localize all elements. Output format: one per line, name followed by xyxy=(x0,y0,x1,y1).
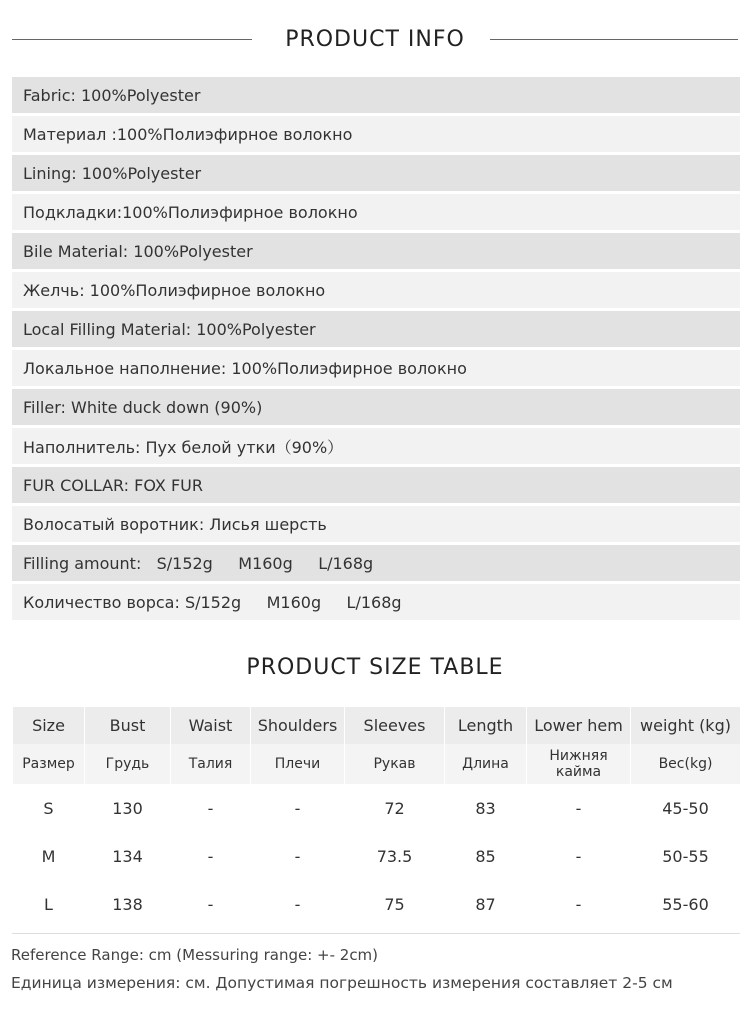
product-info-title: PRODUCT INFO xyxy=(263,27,487,52)
size-table-header-en xyxy=(13,707,741,744)
header-bust: Bust xyxy=(85,707,171,744)
cell-lower-hem: - xyxy=(527,880,631,928)
size-table xyxy=(12,707,741,928)
cell-size: M xyxy=(13,832,85,880)
header-divider-left xyxy=(12,39,252,40)
cell-bust: 130 xyxy=(85,784,171,832)
info-row-filler-ru: Наполнитель: Пух белой утки（90%） xyxy=(12,428,740,464)
cell-sleeves: 72 xyxy=(345,784,445,832)
info-row-lining: Lining: 100%Polyester xyxy=(12,155,740,191)
product-info-header xyxy=(0,24,750,54)
header-bust-ru: Грудь xyxy=(85,744,171,784)
cell-waist: - xyxy=(171,784,251,832)
header-shoulders: Shoulders xyxy=(251,707,345,744)
reference-note-en: Reference Range: cm (Messuring range: +- 2cm) xyxy=(11,946,379,964)
cell-sleeves: 75 xyxy=(345,880,445,928)
header-lower-hem: Lower hem xyxy=(527,707,631,744)
cell-sleeves: 73.5 xyxy=(345,832,445,880)
header-sleeves: Sleeves xyxy=(345,707,445,744)
header-sleeves-ru: Рукав xyxy=(345,744,445,784)
size-table-header-ru xyxy=(13,744,741,784)
info-row-fur-collar-ru: Волосатый воротник: Лисья шерсть xyxy=(12,506,740,542)
header-size-ru: Размер xyxy=(13,744,85,784)
info-row-local-filling: Local Filling Material: 100%Polyester xyxy=(12,311,740,347)
cell-shoulders: - xyxy=(251,880,345,928)
cell-bust: 138 xyxy=(85,880,171,928)
cell-weight: 45-50 xyxy=(631,784,741,832)
header-size: Size xyxy=(13,707,85,744)
cell-shoulders: - xyxy=(251,832,345,880)
product-info-list xyxy=(12,77,740,623)
cell-length: 87 xyxy=(445,880,527,928)
cell-lower-hem: - xyxy=(527,784,631,832)
info-row-lining-ru: Подкладки:100%Полиэфирное волокно xyxy=(12,194,740,230)
table-bottom-divider xyxy=(12,933,740,934)
header-length: Length xyxy=(445,707,527,744)
info-row-bile-material: Bile Material: 100%Polyester xyxy=(12,233,740,269)
header-lower-hem-ru: Нижняя кайма xyxy=(527,744,631,784)
table-row xyxy=(13,784,741,832)
reference-note-ru: Единица измерения: см. Допустимая погрешность измерения составляет 2-5 см xyxy=(11,974,673,992)
header-waist: Waist xyxy=(171,707,251,744)
cell-waist: - xyxy=(171,880,251,928)
cell-lower-hem: - xyxy=(527,832,631,880)
cell-waist: - xyxy=(171,832,251,880)
header-length-ru: Длина xyxy=(445,744,527,784)
header-divider-right xyxy=(490,39,738,40)
cell-size: S xyxy=(13,784,85,832)
info-row-filling-amount-ru: Количество ворса: S/152g M160g L/168g xyxy=(12,584,740,620)
info-row-local-filling-ru: Локальное наполнение: 100%Полиэфирное волокно xyxy=(12,350,740,386)
cell-weight: 50-55 xyxy=(631,832,741,880)
table-row xyxy=(13,832,741,880)
table-row xyxy=(13,880,741,928)
cell-bust: 134 xyxy=(85,832,171,880)
info-row-filling-amount: Filling amount: S/152g M160g L/168g xyxy=(12,545,740,581)
header-weight: weight (kg) xyxy=(631,707,741,744)
cell-weight: 55-60 xyxy=(631,880,741,928)
cell-shoulders: - xyxy=(251,784,345,832)
header-waist-ru: Талия xyxy=(171,744,251,784)
info-row-fabric: Fabric: 100%Polyester xyxy=(12,77,740,113)
cell-length: 83 xyxy=(445,784,527,832)
info-row-fur-collar: FUR COLLAR: FOX FUR xyxy=(12,467,740,503)
info-row-bile-material-ru: Желчь: 100%Полиэфирное волокно xyxy=(12,272,740,308)
cell-length: 85 xyxy=(445,832,527,880)
info-row-filler: Filler: White duck down (90%) xyxy=(12,389,740,425)
header-weight-ru: Вес(kg) xyxy=(631,744,741,784)
cell-size: L xyxy=(13,880,85,928)
size-table-title: PRODUCT SIZE TABLE xyxy=(246,655,504,680)
header-shoulders-ru: Плечи xyxy=(251,744,345,784)
info-row-fabric-ru: Материал :100%Полиэфирное волокно xyxy=(12,116,740,152)
